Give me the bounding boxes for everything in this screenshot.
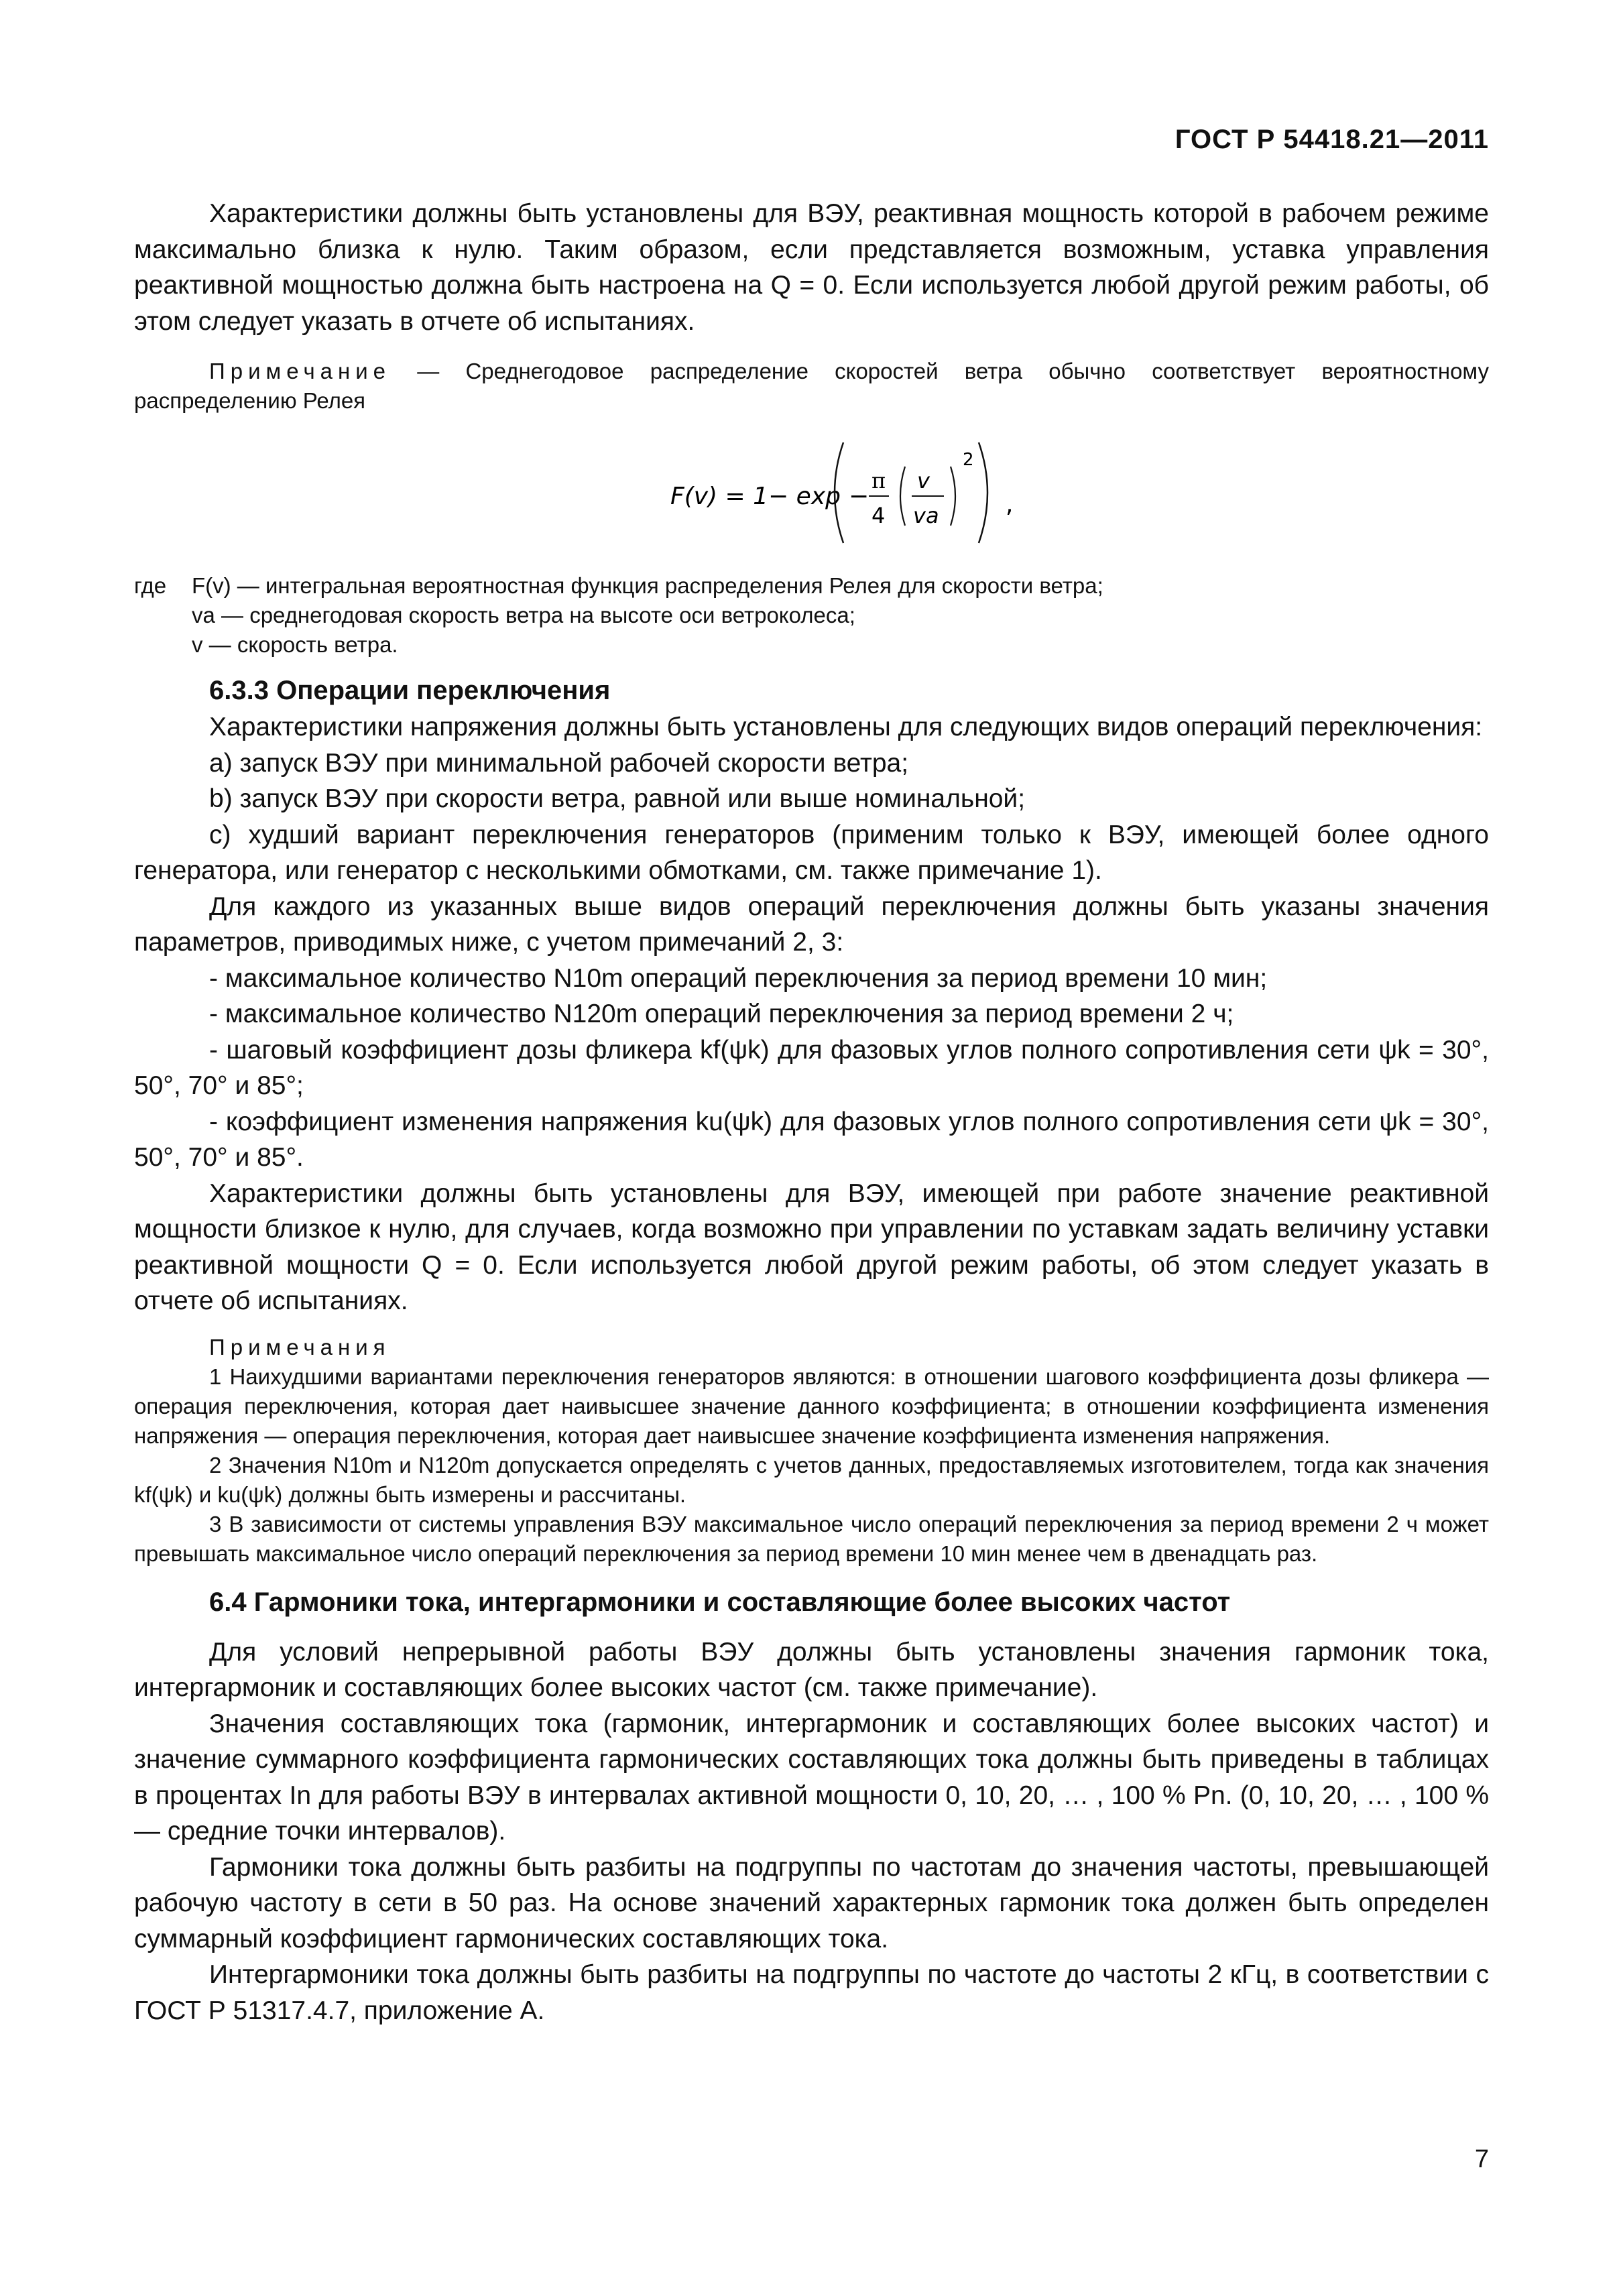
where-line-2: va — среднегодовая скорость ветра на высоте оси ветроколеса;: [192, 603, 855, 627]
rayleigh-formula: [134, 429, 1489, 556]
where-block: [134, 571, 1489, 601]
where-line-1: F(v) — интегральная вероятностная функция распределения Релея для скорости ветра;: [192, 573, 1103, 598]
formula-paren-inner-left: [900, 467, 905, 526]
note-2: 2 Значения N10m и N120m допускается определять с учетов данных, предоставляемых изготовителем, тогда как значения kf(ψk) и ku(ψk) должны быть измерены и рассчитаны.: [134, 1452, 1489, 1507]
s64-paragraph-4: Интергармоники тока должны быть разбиты на подгруппы по частоте до частоты 2 кГц, в соответствии с ГОСТ Р 51317.4.7, приложение А.: [134, 1960, 1489, 2025]
formula-paren-inner-right: [951, 467, 955, 526]
formula-va: va: [913, 503, 939, 528]
section-heading-633: 6.3.3 Операции переключения: [209, 676, 611, 705]
standard-header: ГОСТ Р 54418.21—2011: [1175, 125, 1489, 154]
s633-item-b: b) запуск ВЭУ при скорости ветра, равной или выше номинальной;: [209, 784, 1026, 813]
notes-label: Примечания: [209, 1334, 391, 1360]
s64-paragraph-3: Гармоники тока должны быть разбиты на подгруппы по частотам до значения частоты, превышающей рабочую частоту в сети в 50 раз. На основе значений характерных гармоник тока должен быть определен суммарный коэффициент гармонических составляющих тока.: [134, 1852, 1489, 1953]
formula-pi: π: [871, 468, 886, 493]
page-number: 7: [1474, 2145, 1489, 2173]
where-word: где: [134, 573, 167, 598]
note-3: 3 В зависимости от системы управления ВЭУ максимальное число операций переключения за период времени 2 ч может превышать максимальное число операций переключения за период времени 10 мин менее чем в двенадцать раз.: [134, 1511, 1489, 1566]
s633-paragraph-1: Характеристики напряжения должны быть установлены для следующих видов операций переключения:: [209, 713, 1483, 741]
formula-v: v: [917, 468, 930, 493]
formula-exponent: 2: [963, 450, 974, 470]
formula-svg: [670, 429, 1046, 556]
note-1: 1 Наихудшими вариантами переключения генераторов являются: в отношении шагового коэффициента дозы фликера — операция переключения, которая дает наивысшее значение данного коэффициента; в отношении коэффициента изменения напряжения — операция переключения, которая дает наивысшее значение коэффициента изменения напряжения.: [134, 1364, 1489, 1448]
s633-paragraph-3: Характеристики должны быть установлены для ВЭУ, имеющей при работе значение реактивной мощности близкое к нулю, для случаев, когда возможно при управлении по уставкам задать величину уставки реактивной мощности Q = 0. Если используется любой другой режим работы, об этом следует указать в отчете об испытаниях.: [134, 1179, 1489, 1315]
s633-dash-4: - коэффициент изменения напряжения ku(ψk) для фазовых углов полного сопротивления сети ψk = 30°, 50°, 70° и 85°.: [134, 1107, 1489, 1172]
formula-minus: −: [849, 483, 869, 510]
s633-dash-2: - максимальное количество N120m операций переключения за период времени 2 ч;: [209, 1000, 1234, 1028]
formula-four: 4: [871, 503, 886, 528]
section-heading-64: 6.4 Гармоники тока, интергармоники и составляющие более высоких частот: [209, 1587, 1231, 1617]
s64-paragraph-2: Значения составляющих тока (гармоник, интергармоник и составляющих более высоких частот) и значение суммарного коэффициента гармонических составляющих тока должны быть приведены в таблицах в процентах In для работы ВЭУ в интервалах активной мощности 0, 10, 20, … , 100 % Pn. (0, 10, 20, … , 100 % — средние точки интервалов).: [134, 1709, 1489, 1846]
s64-paragraph-1: Для условий непрерывной работы ВЭУ должны быть установлены значения гармоник тока, интергармоник и составляющих более высоких частот (см. также примечание).: [134, 1637, 1489, 1702]
rayleigh-note: [134, 357, 1489, 416]
intro-paragraph: Характеристики должны быть установлены для ВЭУ, реактивная мощность которой в рабочем режиме максимально близка к нулю. Таким образом, если представляется возможным, уставка управления реактивной мощностью должна быть настроена на Q = 0. Если используется любой другой режим работы, об этом следует указать в отчете об испытаниях.: [134, 199, 1489, 336]
where-line-3: v — скорость ветра.: [192, 632, 398, 657]
formula-comma: ,: [1006, 491, 1014, 518]
document-body: [134, 196, 1489, 2029]
s633-dash-1: - максимальное количество N10m операций переключения за период времени 10 мин;: [209, 963, 1268, 993]
s633-dash-3: - шаговый коэффициент дозы фликера kf(ψk) для фазовых углов полного сопротивления сети ψk = 30°, 50°, 70° и 85°;: [134, 1035, 1489, 1100]
formula-lhs: F(v) = 1− exp: [670, 483, 841, 510]
note-label: Примечание: [209, 359, 392, 383]
note-text: — Среднегодовое распределение скоростей ветра обычно соответствует вероятностному распределению Релея: [134, 359, 1489, 413]
s633-item-c: c) худший вариант переключения генераторов (применим только к ВЭУ, имеющей более одного генератора, или генератор с несколькими обмотками, см. также примечание 1).: [134, 820, 1489, 885]
s633-item-a: a) запуск ВЭУ при минимальной рабочей скорости ветра;: [209, 748, 909, 778]
formula-paren-right: [979, 442, 987, 543]
s633-paragraph-2: Для каждого из указанных выше видов операций переключения должны быть указаны значения параметров, приводимых ниже, с учетом примечаний 2, 3:: [134, 892, 1489, 957]
